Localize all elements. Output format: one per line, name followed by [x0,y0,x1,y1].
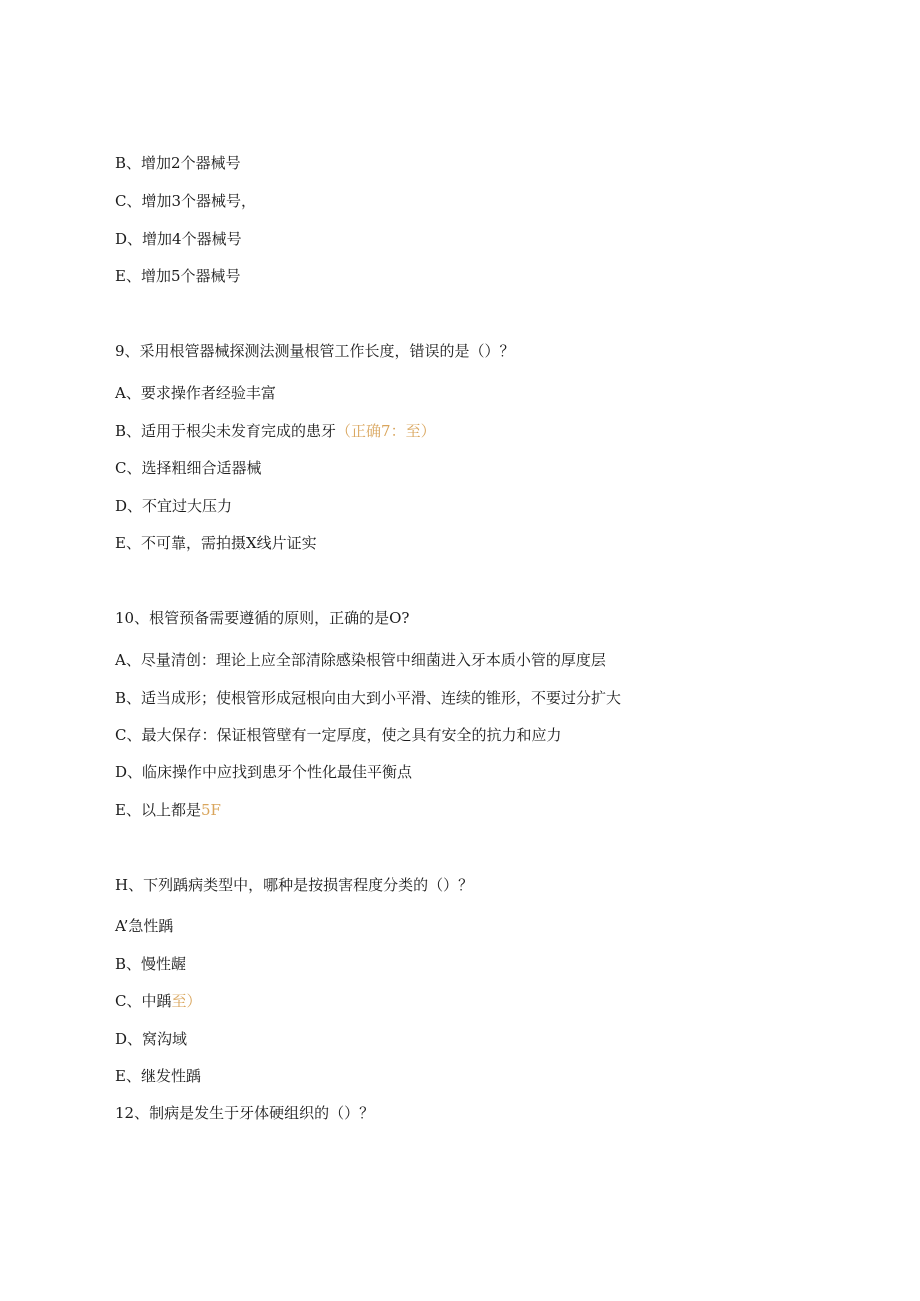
q8-option-d: D、增加4个器械号 [115,230,242,248]
q9-option-a: A、要求操作者经验丰富 [115,384,276,402]
q11-answer-note: 至） [171,992,202,1010]
q9-option-e: E、不可靠，需拍摄X线片证实 [115,534,317,552]
q10-option-a: A、尽量清创：理论上应全部清除感染根管中细菌进入牙本质小管的厚度层 [115,651,606,669]
q9-option-b: B、适用于根尖未发育完成的患牙（正确7：至） [115,422,436,440]
q11-question: H、下列踽病类型中，哪种是按损害程度分类的（）？ [115,876,474,894]
q11-option-b: B、慢性龌 [115,955,187,973]
q10-option-b: B、适当成形；使根管形成冠根向由大到小平滑、连续的锥形，不要过分扩大 [115,689,622,707]
q10-option-c: C、最大保存：保证根管壁有一定厚度，使之具有安全的抗力和应力 [115,726,562,744]
q8-option-c: C、增加3个器械号， [115,192,257,210]
q11-option-a: A’急性踽 [115,917,174,935]
q9-option-d: D、不宜过大压力 [115,497,233,515]
q11-option-d: D、窝沟域 [115,1030,188,1048]
q11-option-c: C、中踽至） [115,992,202,1010]
q10-option-d: D、临床操作中应找到患牙个性化最佳平衡点 [115,763,413,781]
q11-option-e: E、继发性踽 [115,1067,201,1085]
q10-question: 10、根管预备需要遵循的原则，正确的是O? [115,609,410,627]
q9-question: 9、采用根管器械探测法测量根管工作长度，错误的是（）？ [115,342,515,360]
q10-option-e: E、以上都是5F [115,801,221,819]
q10-answer-note: 5F [200,801,221,819]
q12-question: 12、制病是发生于牙体硬组织的（）？ [115,1104,375,1122]
q9-option-c: C、选择粗细合适器械 [115,459,262,477]
q8-option-e: E、增加5个器械号 [115,267,241,285]
q8-option-b: B、增加2个器械号 [115,154,241,172]
q9-answer-note: （正确7：至） [336,422,436,440]
